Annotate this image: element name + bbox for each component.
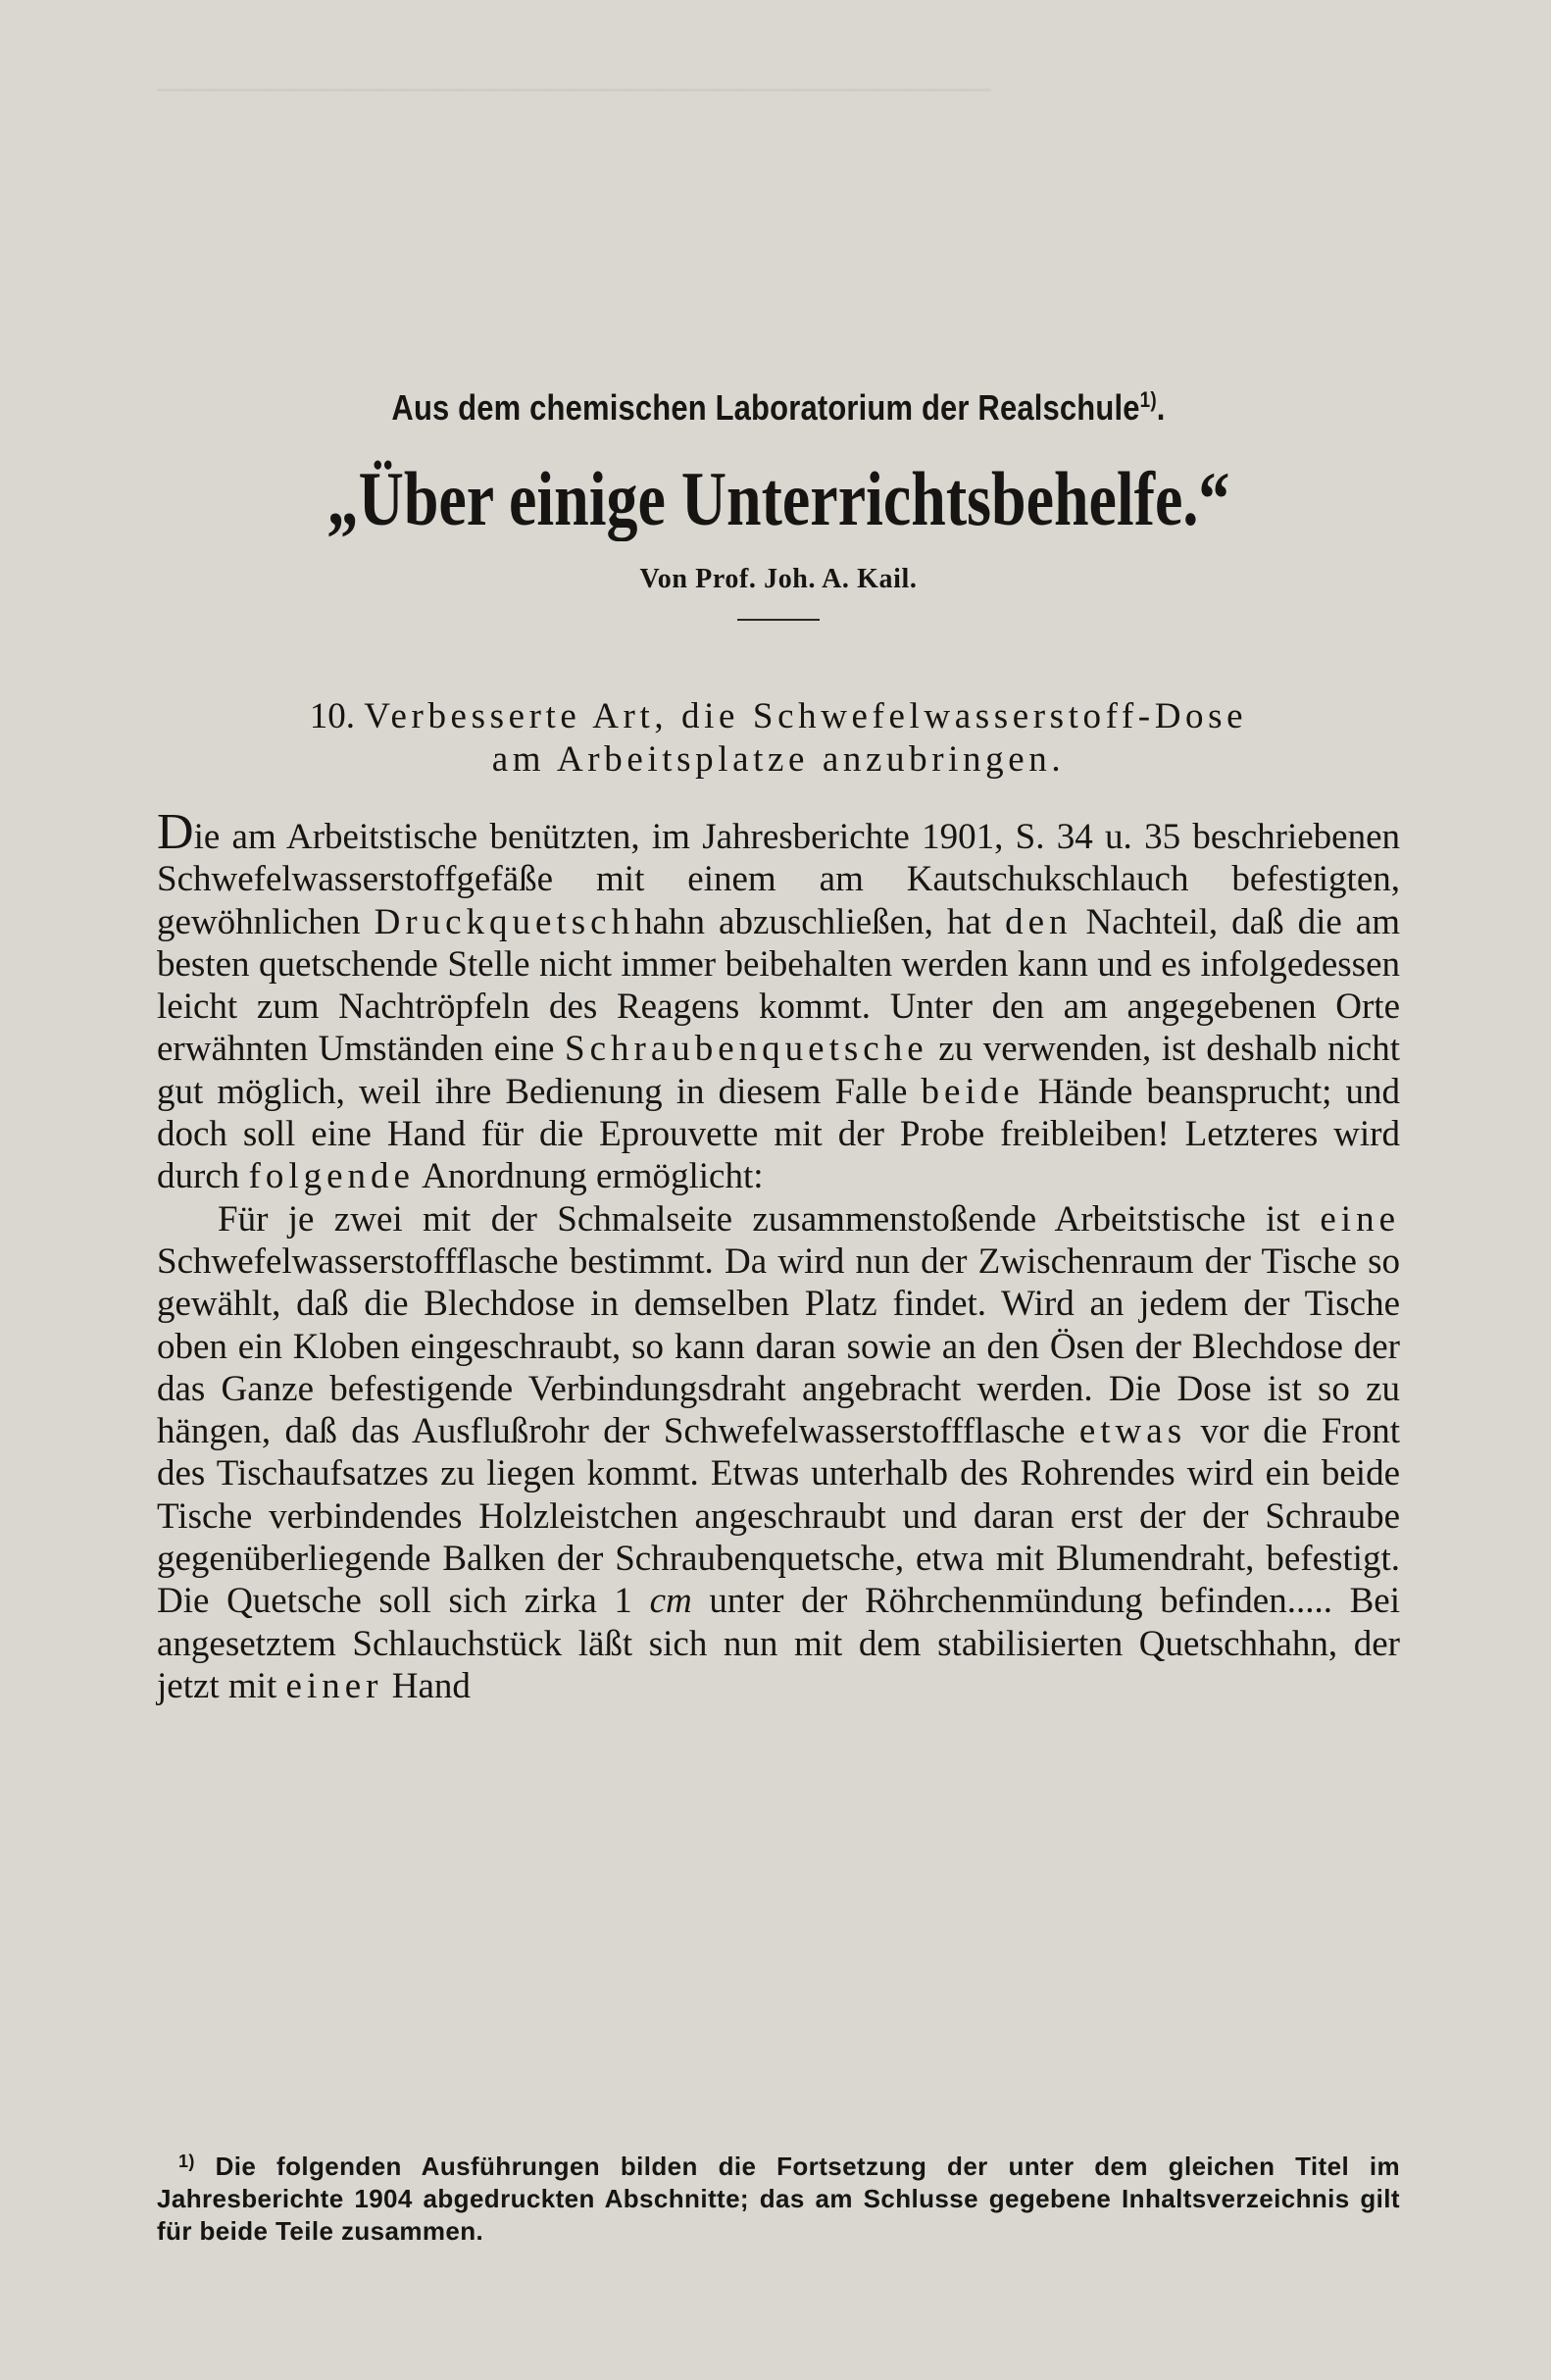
unit-cm: cm — [649, 1581, 692, 1622]
paragraph-1-text-e: Hände beansprucht; und doch soll eine Hand für die Eprouvette mit der Probe freibleiben! Letzteres wird durch — [157, 1071, 1400, 1197]
spaced-word: Schraubenquetsche — [565, 1029, 928, 1070]
paragraph-1-text-a: ie am Arbeitstische benützten, im Jahresberichte 1901, S. 34 u. 35 beschriebenen Schwefelwasserstoffgefäße mit einem am Kautschukschlauch befestigten, gewöhnlichen — [157, 817, 1400, 942]
paragraph-1 — [157, 804, 1401, 1198]
paragraph-2-text-c: vor die Front des Tischaufsatzes zu liegen kommt. Etwas unterhalb des Rohrendes wird ein beide Tische verbindendes Holzleistchen angeschraubt und daran erst der der Schraube gegenüberliegende Balken der Schraubenquetsche, etwa mit Blumendraht, befestigt. Die Quetsche soll sich zirka 1 — [157, 1411, 1400, 1622]
spaced-word: beide — [921, 1071, 1025, 1112]
spaced-word: folgende — [248, 1156, 415, 1197]
institute-line: Aus dem chemischen Laboratorium der Realschule$^{1)}$. — [391, 387, 1166, 428]
institute-footnote-mark: 1) — [1139, 387, 1157, 412]
institute-text: Aus dem chemischen Laboratorium der Realschule — [391, 387, 1140, 428]
paragraph-2-text-e: Hand — [382, 1665, 471, 1706]
paragraph-2 — [157, 1198, 1400, 1708]
footnote — [157, 2146, 1400, 2248]
spaced-word: einer — [285, 1665, 383, 1706]
section-heading-line2: am Arbeitsplatze anzubringen. — [491, 739, 1066, 780]
body-text — [157, 804, 1401, 1707]
paragraph-1-text-d: zu verwenden, ist deshalb nicht gut möglich, weil ihre Bedienung in diesem Falle — [157, 1029, 1400, 1112]
spaced-word: eine — [1320, 1198, 1400, 1240]
paragraph-2-text-d: unter der Röhrchenmündung befinden..... Bei angesetztem Schlauchstück läßt sich nun mit dem stabilisierten Quetschhahn, der jetzt mit — [157, 1581, 1401, 1706]
section-heading-line1: Verbesserte Art, die Schwefelwasserstoff-Dose — [364, 696, 1248, 736]
footnote-mark: 1) — [178, 2152, 195, 2171]
author-line: Von Prof. Joh. A. Kail. — [639, 564, 918, 594]
spaced-word: den — [1005, 901, 1073, 942]
paragraph-1-text-c: Nachteil, daß die am besten quetschende Stelle nicht immer beibehalten werden kann und es infolgedessen leicht zum Nachtröpfeln des Reagens kommt. Unter den am angegebenen Orte erwähnten Umständen eine — [157, 901, 1401, 1070]
paragraph-2-text-b: Schwefelwasserstoffflasche bestimmt. Da wird nun der Zwischenraum der Tische so gewählt, daß die Blechdose in demselben Platz findet. Wird an jedem der Tische oben ein Kloben eingeschraubt, so kann daran sowie an den Ösen der Blechdose der das Ganze befestigende Verbindungsdraht angebracht werden. Die Dose ist so zu hängen, daß das Ausflußrohr der Schwefelwasserstoffflasche — [157, 1241, 1400, 1452]
main-content — [157, 387, 1400, 1707]
paragraph-1-text-b: hahn abzuschließen, hat — [634, 901, 1006, 942]
bleed-through-texture: ────────────────────────────── — [157, 69, 991, 111]
title-divider — [737, 619, 820, 621]
paragraph-2-text-a: Für je zwei mit der Schmalseite zusammenstoßende Arbeitstische ist — [218, 1198, 1321, 1240]
spaced-word: Druckquetsch — [374, 901, 635, 942]
spaced-word: etwas — [1078, 1411, 1187, 1452]
page-title: „Über einige Unterrichtsbehelfe.“ — [326, 456, 1230, 541]
section-number: 10. — [309, 696, 356, 736]
paragraph-1-text-f: Anordnung ermöglicht: — [414, 1156, 764, 1197]
footnote-text: Die folgenden Ausführungen bilden die Fortsetzung der unter dem gleichen Titel im Jahresberichte 1904 abgedruckten Abschnitte; das am Schlusse gegebene Inhaltsverzeichnis gilt für beide Teile zusammen. — [157, 2152, 1401, 2246]
drop-cap: D — [157, 804, 194, 860]
section-heading — [157, 695, 1400, 738]
